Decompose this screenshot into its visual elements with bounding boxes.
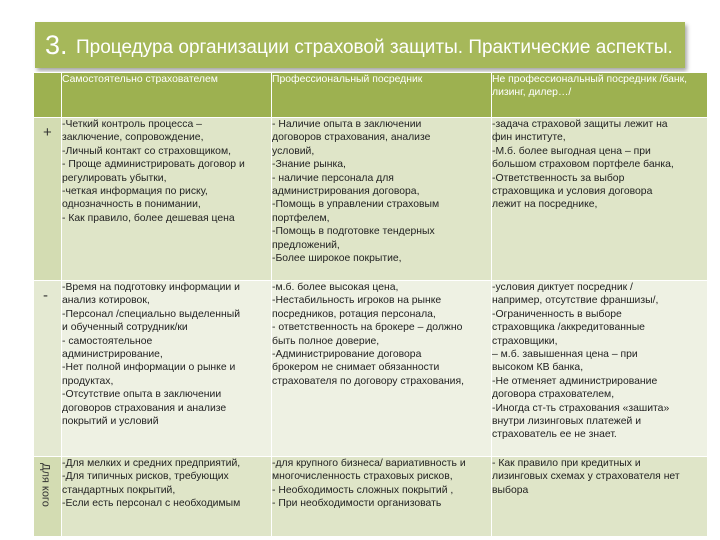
cell-line: страховщика и условия договора bbox=[492, 186, 653, 198]
cell-line: -Нет полной информации о рынке и bbox=[62, 362, 236, 374]
cell-plus-professional bbox=[272, 118, 492, 281]
cell-line: многочисленность страховых рисков, bbox=[272, 471, 453, 483]
cell-line: – м.б. завышенная цена – при bbox=[492, 349, 638, 361]
cell-line: страховщики, bbox=[492, 335, 558, 347]
cell-line: -Знание рынка, bbox=[272, 159, 346, 171]
cell-line: страхователя по договору страхования, bbox=[272, 375, 464, 387]
cell-target-professional bbox=[272, 457, 492, 537]
row-label-plus: + bbox=[34, 118, 62, 281]
cell-line: -м.б. более высокая цена, bbox=[272, 282, 399, 293]
cell-line: стандартных покрытий, bbox=[62, 484, 176, 496]
cell-line: договора страхователем, bbox=[492, 389, 615, 401]
column-header-nonprofessional: Не профессиональный посредник /банк, лизинг, дилер…/ bbox=[492, 73, 708, 118]
slide-title-text: Процедура организации страховой защиты. Практические аспекты. bbox=[75, 37, 673, 58]
cell-plus-nonprofessional bbox=[492, 118, 708, 281]
cell-line: администрирование, bbox=[62, 349, 163, 361]
cell-line: -Для мелких и средних предприятий, bbox=[62, 458, 241, 469]
cell-line: - Необходимость сложных покрытий , bbox=[272, 484, 454, 496]
cell-line: выбора bbox=[492, 484, 529, 496]
cell-line: -условия диктует посредник / bbox=[492, 282, 633, 293]
cell-line: лизинговых схемах у страхователя нет bbox=[492, 471, 680, 483]
cell-target-self bbox=[62, 457, 272, 537]
cell-line: -Ответственность за выбор bbox=[492, 172, 625, 184]
cell-line: -М.б. более выгодная цена – при bbox=[492, 145, 651, 157]
cell-line: страхователь ее не знает. bbox=[492, 429, 617, 441]
row-disadvantages bbox=[34, 281, 708, 457]
cell-line: условий, bbox=[272, 145, 315, 157]
cell-line: -Если есть персонал с необходимым bbox=[62, 498, 241, 510]
cell-line: и обученный сотрудник/ки bbox=[62, 322, 188, 334]
cell-minus-nonprofessional bbox=[492, 281, 708, 457]
cell-line: продуктах, bbox=[62, 375, 114, 387]
cell-line: - наличие персонала для bbox=[272, 172, 394, 184]
row-advantages bbox=[34, 118, 708, 281]
comparison-table bbox=[33, 72, 708, 537]
column-header-professional: Профессиональный посредник bbox=[272, 73, 492, 118]
cell-line: -Отсутствие опыта в заключении bbox=[62, 389, 222, 401]
cell-line: -Помощь в управлении страховым bbox=[272, 199, 440, 211]
row-label-minus: - bbox=[34, 281, 62, 457]
cell-line: например, отсутствие франшизы/, bbox=[492, 295, 659, 307]
cell-line: -задача страховой защиты лежит на bbox=[492, 119, 668, 130]
cell-line: - При необходимости организовать bbox=[272, 498, 442, 510]
cell-line: посредников, ротация персонала, bbox=[272, 308, 436, 320]
header-row bbox=[34, 73, 708, 118]
cell-line: анализ котировок, bbox=[62, 295, 150, 307]
cell-line: -Не отменяет администрирование bbox=[492, 375, 658, 387]
cell-line: брокером не снимает обязанности bbox=[272, 362, 440, 374]
cell-minus-self bbox=[62, 281, 272, 457]
cell-line: -Помощь в подготовке тендерных bbox=[272, 226, 435, 238]
cell-line: -Четкий контроль процесса – bbox=[62, 119, 202, 130]
corner-cell bbox=[34, 73, 62, 118]
cell-line: -четкая информация по риску, bbox=[62, 186, 208, 198]
cell-line: предложений, bbox=[272, 239, 340, 251]
cell-line: -для крупного бизнеса/ вариативность и bbox=[272, 458, 466, 469]
cell-line: заключение, сопровождение, bbox=[62, 132, 204, 144]
cell-line: администрирования договора, bbox=[272, 186, 420, 198]
cell-line: портфелем, bbox=[272, 212, 330, 224]
cell-line: - Наличие опыта в заключении bbox=[272, 119, 422, 130]
cell-line: - Как правило, более дешевая цена bbox=[62, 212, 235, 224]
cell-line: покрытий и условий bbox=[62, 416, 159, 428]
slide-number: 3. bbox=[45, 30, 68, 60]
cell-line: фин институте, bbox=[492, 132, 566, 144]
cell-line: - самостоятельное bbox=[62, 335, 153, 347]
slide-title bbox=[45, 30, 685, 61]
cell-line: лежит на посреднике, bbox=[492, 199, 598, 211]
cell-line: однозначность в понимании, bbox=[62, 199, 201, 211]
cell-line: -Личный контакт со страховщиком, bbox=[62, 145, 231, 157]
column-header-self: Самостоятельно страхователем bbox=[62, 73, 272, 118]
cell-line: большом страховом портфеле банка, bbox=[492, 159, 674, 171]
cell-line: -Более широкое покрытие, bbox=[272, 253, 402, 265]
cell-line: страховщика /аккредитованные bbox=[492, 322, 645, 334]
cell-line: регулировать убытки, bbox=[62, 172, 167, 184]
cell-line: -Нестабильность игроков на рынке bbox=[272, 295, 442, 307]
cell-line: внутри лизинговых платежей и bbox=[492, 416, 642, 428]
cell-line: -Иногда ст-ть страхования «зашита» bbox=[492, 402, 670, 414]
cell-target-nonprofessional bbox=[492, 457, 708, 537]
cell-line: договоров страхования, анализе bbox=[272, 132, 431, 144]
cell-minus-professional bbox=[272, 281, 492, 457]
cell-line: -Ограниченность в выборе bbox=[492, 308, 622, 320]
cell-line: договоров страхования и анализе bbox=[62, 402, 227, 414]
row-label-for-whom: Для кого bbox=[34, 457, 62, 537]
cell-line: -Для типичных рисков, требующих bbox=[62, 471, 229, 483]
cell-line: быть полное доверие, bbox=[272, 335, 380, 347]
cell-line: -Администрирование договора bbox=[272, 349, 422, 361]
cell-line: - Проще администрировать договор и bbox=[62, 159, 245, 171]
cell-line: -Время на подготовку информации и bbox=[62, 282, 240, 293]
cell-line: - ответственность на брокере – должно bbox=[272, 322, 463, 334]
cell-line: высоком КВ банка, bbox=[492, 362, 584, 374]
cell-line: -Персонал /специально выделенный bbox=[62, 308, 241, 320]
cell-plus-self bbox=[62, 118, 272, 281]
cell-line: - Как правило при кредитных и bbox=[492, 458, 641, 469]
row-target bbox=[34, 457, 708, 537]
